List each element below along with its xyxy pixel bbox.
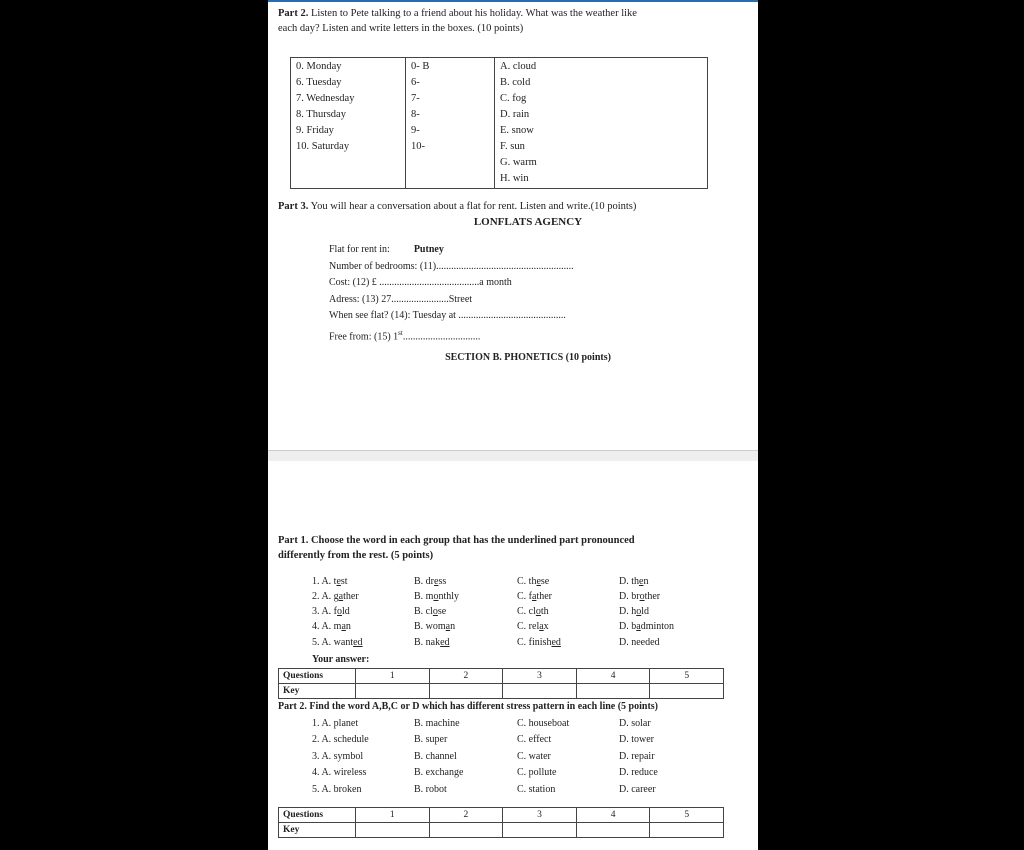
key-cell[interactable]	[576, 823, 650, 838]
option-b[interactable]	[414, 620, 455, 634]
option-a[interactable]	[312, 636, 363, 650]
question-number: 1	[356, 669, 430, 684]
part1-title-line2: differently from the rest. (5 points)	[278, 550, 434, 561]
part3-instruction: You will hear a conversation about a flat for rent. Listen and write.(10 points)	[310, 201, 637, 212]
option-a[interactable]: 4. A. wireless	[312, 767, 367, 778]
phonetics-answer-table	[278, 668, 724, 699]
opt-text: D. th	[619, 576, 639, 587]
opt-text: 3. A. f	[312, 606, 337, 617]
day-item: 8. Thursday	[296, 109, 346, 120]
bedrooms-line[interactable]: Number of bedrooms: (11).......................................................	[329, 260, 574, 272]
option-d[interactable]: D. reduce	[619, 767, 658, 778]
opt-text: ther	[644, 591, 661, 602]
weather-option: C. fog	[500, 93, 527, 104]
opt-text: ld	[641, 606, 650, 617]
weather-column	[495, 58, 708, 189]
opt-text: ther	[343, 591, 359, 602]
opt-text: x	[543, 621, 549, 632]
weather-table	[290, 57, 708, 189]
day-item: 9. Friday	[296, 125, 334, 136]
question-number: 2	[429, 808, 503, 823]
key-row	[279, 823, 724, 838]
option-d[interactable]: D. tower	[619, 734, 654, 745]
flat-location-line	[329, 242, 574, 259]
your-answer-label: Your answer:	[312, 654, 370, 665]
flat-form	[329, 242, 574, 345]
underlined-part: e	[434, 576, 439, 587]
key-cell[interactable]	[503, 823, 577, 838]
option-c[interactable]: C. pollute	[517, 767, 557, 778]
option-c[interactable]: C. water	[517, 751, 551, 762]
day-item: 6. Tuesday	[296, 77, 342, 88]
underlined-part: o	[337, 606, 342, 617]
opt-text: C. cl	[517, 606, 536, 617]
flat-label: Flat for rent in:	[329, 244, 390, 255]
opt-text: 1. A. t	[312, 576, 337, 587]
question-number: 4	[576, 669, 650, 684]
free-sup: st	[398, 328, 403, 337]
option-a[interactable]: 3. A. symbol	[312, 751, 364, 762]
option-b[interactable]: B. channel	[414, 751, 457, 762]
underlined-part: e	[536, 576, 541, 587]
option-a[interactable]	[312, 605, 350, 619]
opt-text: se	[540, 576, 550, 587]
weather-option: G. warm	[500, 157, 537, 168]
when-line[interactable]: When see flat? (14): Tuesday at ...........................................	[329, 310, 566, 321]
underlined-part: a	[636, 621, 641, 632]
option-c[interactable]	[517, 620, 549, 634]
opt-text: n	[450, 621, 456, 632]
part3-title: Part 3.	[278, 201, 309, 212]
underlined-part: a	[445, 621, 451, 632]
stress-answer-table	[278, 807, 724, 838]
opt-text: se	[437, 606, 447, 617]
key-cell[interactable]	[650, 684, 724, 699]
option-b[interactable]: B. exchange	[414, 767, 464, 778]
part1-phonetics-title	[278, 533, 748, 563]
opt-text: 2. A. g	[312, 591, 339, 602]
day-item: 0. Monday	[296, 61, 342, 72]
weather-option: D. rain	[500, 109, 530, 120]
question-number: 3	[503, 669, 577, 684]
underlined-part: e	[336, 576, 341, 587]
option-d[interactable]	[619, 605, 649, 619]
option-d[interactable]	[619, 636, 660, 650]
questions-label: Questions	[279, 808, 356, 823]
opt-text: B. nak	[414, 637, 441, 648]
opt-text: D. br	[619, 591, 640, 602]
weather-option: E. snow	[500, 125, 534, 136]
option-c[interactable]: C. station	[517, 784, 556, 795]
cost-label: Cost: (12) £ ........................................	[329, 277, 480, 288]
opt-text: C. th	[517, 576, 537, 587]
underlined-part: o	[535, 606, 541, 617]
opt-text: D. needed	[619, 637, 660, 648]
option-a[interactable]: 1. A. planet	[312, 718, 359, 729]
flat-value: Putney	[413, 244, 444, 255]
underlined-part: e	[639, 576, 644, 587]
opt-text: 4. A. m	[312, 621, 342, 632]
answer-box[interactable]: 8-	[411, 109, 420, 120]
option-c[interactable]	[517, 575, 549, 589]
option-d[interactable]: D. repair	[619, 751, 655, 762]
opt-text: ther	[536, 591, 552, 602]
opt-text: n	[345, 621, 351, 632]
address-street: Street	[448, 293, 473, 305]
underlined-part: o	[639, 591, 645, 602]
key-cell[interactable]	[429, 684, 503, 699]
address-line[interactable]	[329, 292, 574, 309]
questions-row	[279, 808, 724, 823]
option-d[interactable]: D. solar	[619, 718, 651, 729]
option-b[interactable]: B. super	[414, 734, 448, 745]
underlined-part: a	[338, 591, 344, 602]
key-cell[interactable]	[650, 823, 724, 838]
opt-text: ld	[342, 606, 350, 617]
answer-box[interactable]: 6-	[411, 77, 420, 88]
opt-text: dminton	[640, 621, 675, 632]
key-row	[279, 684, 724, 699]
key-label: Key	[279, 823, 356, 838]
free-label: Free from: (15) 1	[329, 330, 399, 342]
agency-name: LONFLATS AGENCY	[473, 216, 583, 228]
question-number: 2	[429, 669, 503, 684]
day-item: 10. Saturday	[296, 141, 350, 152]
question-number: 5	[650, 808, 724, 823]
opt-text: 5. A. want	[312, 637, 354, 648]
question-number: 4	[576, 808, 650, 823]
option-d[interactable]: D. career	[619, 784, 656, 795]
weather-option: H. win	[500, 173, 529, 184]
option-b[interactable]: B. robot	[414, 784, 447, 795]
part2-title: Part 2.	[278, 8, 309, 19]
option-a[interactable]	[312, 620, 351, 634]
answer-box[interactable]: 7-	[411, 93, 420, 104]
part2-instruction-2: each day? Listen and write letters in the boxes. (10 points)	[278, 23, 524, 34]
part2-instruction-1: Listen to Pete talking to a friend about his holiday. What was the weather like	[310, 8, 637, 19]
option-a[interactable]: 2. A. schedule	[312, 734, 369, 745]
opt-text: n	[643, 576, 649, 587]
opt-text: B. m	[414, 591, 434, 602]
part3-heading	[278, 199, 748, 214]
question-number: 5	[650, 669, 724, 684]
cost-line[interactable]	[329, 275, 574, 292]
option-c[interactable]: C. effect	[517, 734, 552, 745]
key-cell[interactable]	[429, 823, 503, 838]
opt-text: C. rel	[517, 621, 540, 632]
weather-option: F. sun	[500, 141, 525, 152]
free-dots: ...............................	[402, 330, 481, 342]
underlined-part: a	[539, 621, 544, 632]
option-b[interactable]	[414, 575, 446, 589]
opt-text: ss	[438, 576, 447, 587]
key-cell[interactable]	[356, 684, 430, 699]
option-a[interactable]: 5. A. broken	[312, 784, 362, 795]
opt-text: B. cl	[414, 606, 433, 617]
key-label: Key	[279, 684, 356, 699]
opt-text: B. dr	[414, 576, 434, 587]
question-number: 1	[356, 808, 430, 823]
option-d[interactable]	[619, 575, 648, 589]
free-line[interactable]	[329, 325, 574, 346]
opt-text: C. f	[517, 591, 532, 602]
underlined-part: o	[433, 591, 439, 602]
question-number: 3	[503, 808, 577, 823]
key-cell[interactable]	[356, 823, 430, 838]
address-label: Adress: (13) 27.......................	[329, 293, 449, 305]
answer-column[interactable]	[406, 58, 495, 189]
part2-instructions	[278, 6, 748, 36]
opt-text: C. finish	[517, 637, 552, 648]
opt-text: th	[540, 606, 549, 617]
opt-text: D. b	[619, 621, 637, 632]
weather-option: A. cloud	[500, 61, 537, 72]
option-b[interactable]	[414, 605, 446, 619]
option-c[interactable]	[517, 590, 552, 604]
answer-box[interactable]: 10-	[411, 141, 425, 152]
part2-stress-title: Part 2. Find the word A,B,C or D which has different stress pattern in each line (5 points)	[278, 701, 658, 712]
questions-row	[279, 669, 724, 684]
days-column	[291, 58, 406, 189]
opt-text: nthly	[438, 591, 460, 602]
underlined-part: a	[532, 591, 537, 602]
section-b-heading: SECTION B. PHONETICS (10 points)	[445, 352, 611, 363]
option-a[interactable]	[312, 590, 359, 604]
underlined-part: a	[341, 621, 346, 632]
underlined-part: o	[432, 606, 438, 617]
opt-text: st	[340, 576, 348, 587]
option-d[interactable]	[619, 590, 660, 604]
key-cell[interactable]	[576, 684, 650, 699]
option-c[interactable]: C. houseboat	[517, 718, 570, 729]
answer-box[interactable]: 0- B	[411, 61, 430, 72]
opt-text: D. h	[619, 606, 637, 617]
option-b[interactable]	[414, 636, 450, 650]
underlined-part: ed	[353, 637, 363, 648]
option-c[interactable]	[517, 636, 561, 650]
option-d[interactable]	[619, 620, 674, 634]
underlined-part: ed	[440, 637, 450, 648]
option-a[interactable]	[312, 575, 348, 589]
day-item: 7. Wednesday	[296, 93, 355, 104]
cost-unit: a month	[479, 277, 512, 288]
option-b[interactable]: B. machine	[414, 718, 460, 729]
answer-box[interactable]: 9-	[411, 125, 420, 136]
worksheet-page-2	[268, 461, 758, 850]
underlined-part: ed	[551, 637, 561, 648]
option-b[interactable]	[414, 590, 459, 604]
worksheet-page-1	[268, 0, 758, 452]
part1-title-line1: Part 1. Choose the word in each group that has the underlined part pronounced	[278, 535, 635, 546]
questions-label: Questions	[279, 669, 356, 684]
opt-text: B. wom	[414, 621, 446, 632]
key-cell[interactable]	[503, 684, 577, 699]
weather-option: B. cold	[500, 77, 531, 88]
option-c[interactable]	[517, 605, 549, 619]
underlined-part: o	[636, 606, 642, 617]
